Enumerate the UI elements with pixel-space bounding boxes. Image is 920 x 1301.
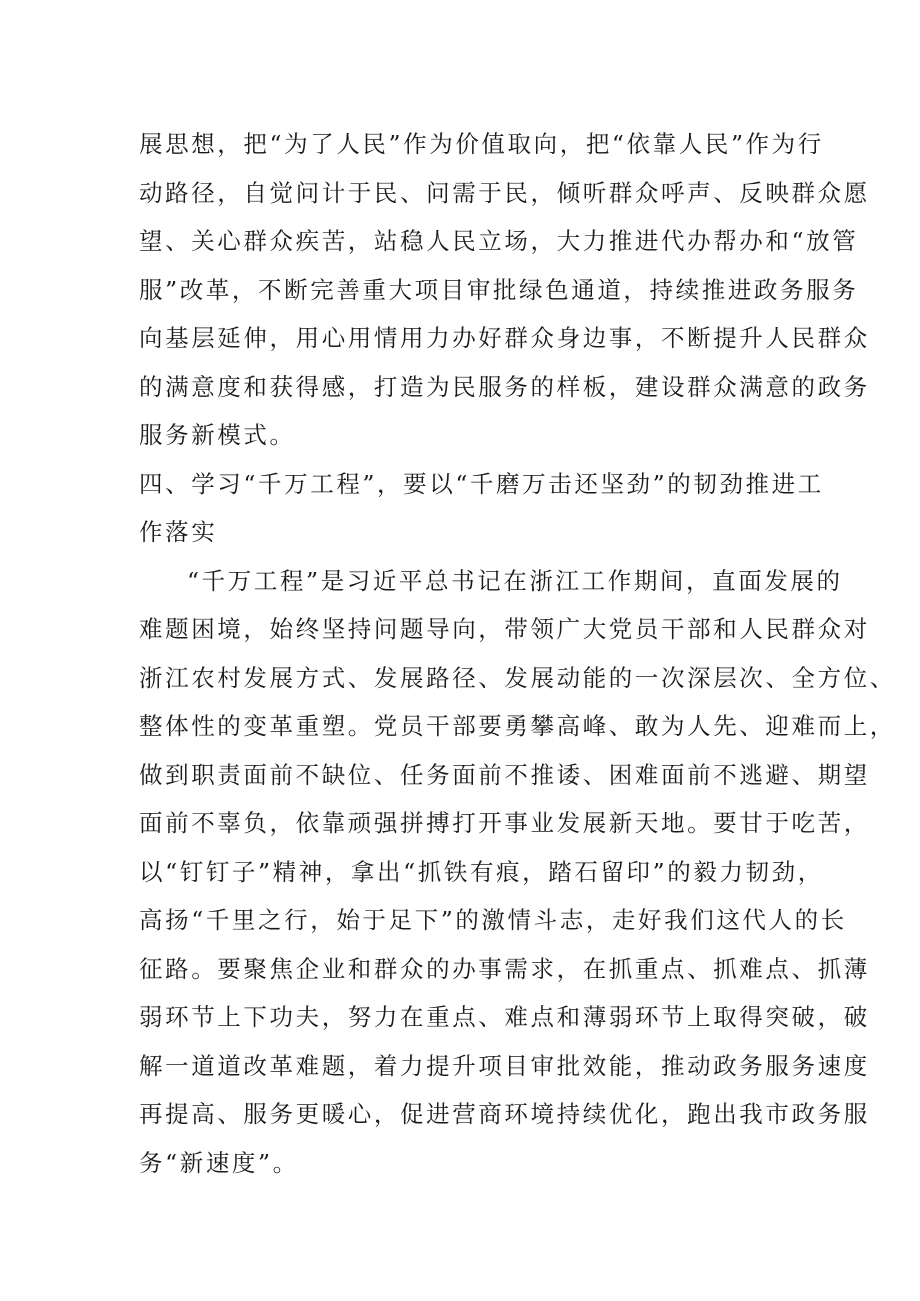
section-heading (139, 460, 824, 557)
text-line: 望、关心群众疾苦，站稳人民立场，大力推进代办帮办和“放管 (139, 227, 859, 255)
text-line: 再提高、服务更暖心，促进营商环境持续优化，跑出我市政务服 (139, 1100, 870, 1128)
text-line: 解一道道改革难题，着力提升项目审批效能，推动政务服务速度 (139, 1051, 870, 1080)
text-line: 征路。要聚焦企业和群众的办事需求，在抓重点、抓难点、抓薄 (139, 954, 870, 983)
text-line: “千万工程”是习近平总书记在浙江工作期间，直面发展的 (187, 566, 843, 595)
text-line: 务“新速度”。 (139, 1148, 299, 1177)
document-body (139, 120, 896, 1187)
text-line: 服”改革，不断完善重大项目审批绿色通道，持续推进政务服务 (139, 275, 859, 304)
heading-line: 四、学习“千万工程”，要以“千磨万击还坚劲”的韧劲推进工 (139, 469, 824, 498)
text-line: 浙江农村发展方式、发展路径、发展动能的一次深层次、全方位、 (139, 663, 896, 692)
text-line: 做到职责面前不缺位、任务面前不推诿、困难面前不逃避、期望 (139, 760, 870, 789)
text-line: 展思想，把“为了人民”作为价值取向，把“依靠人民”作为行 (139, 130, 824, 158)
text-line: 的满意度和获得感，打造为民服务的样板，建设群众满意的政务 (139, 372, 870, 401)
text-line: 高扬“千里之行，始于足下”的激情斗志，走好我们这代人的长 (139, 906, 847, 934)
text-line: 动路径，自觉问计于民、问需于民，倾听群众呼声、反映群众愿 (139, 178, 870, 207)
paragraph-continuation (139, 120, 870, 460)
text-line: 以“钉钉子”精神，拿出“抓铁有痕，踏石留印”的毅力韧劲， (139, 857, 824, 886)
text-line: 向基层延伸，用心用情用力办好群众身边事，不断提升人民群众 (139, 324, 870, 352)
text-line: 整体性的变革重塑。党员干部要勇攀高峰、敢为人先、迎难而上， (139, 712, 896, 740)
section-paragraph (139, 557, 896, 1188)
heading-line: 作落实 (139, 518, 218, 546)
text-line: 难题困境，始终坚持问题导向，带领广大党员干部和人民群众对 (139, 615, 870, 643)
text-line: 服务新模式。 (139, 421, 296, 449)
text-line: 面前不辜负，依靠顽强拼搏打开事业发展新天地。要甘于吃苦， (139, 809, 870, 837)
text-line: 弱环节上下功夫，努力在重点、难点和薄弱环节上取得突破，破 (139, 1003, 870, 1031)
